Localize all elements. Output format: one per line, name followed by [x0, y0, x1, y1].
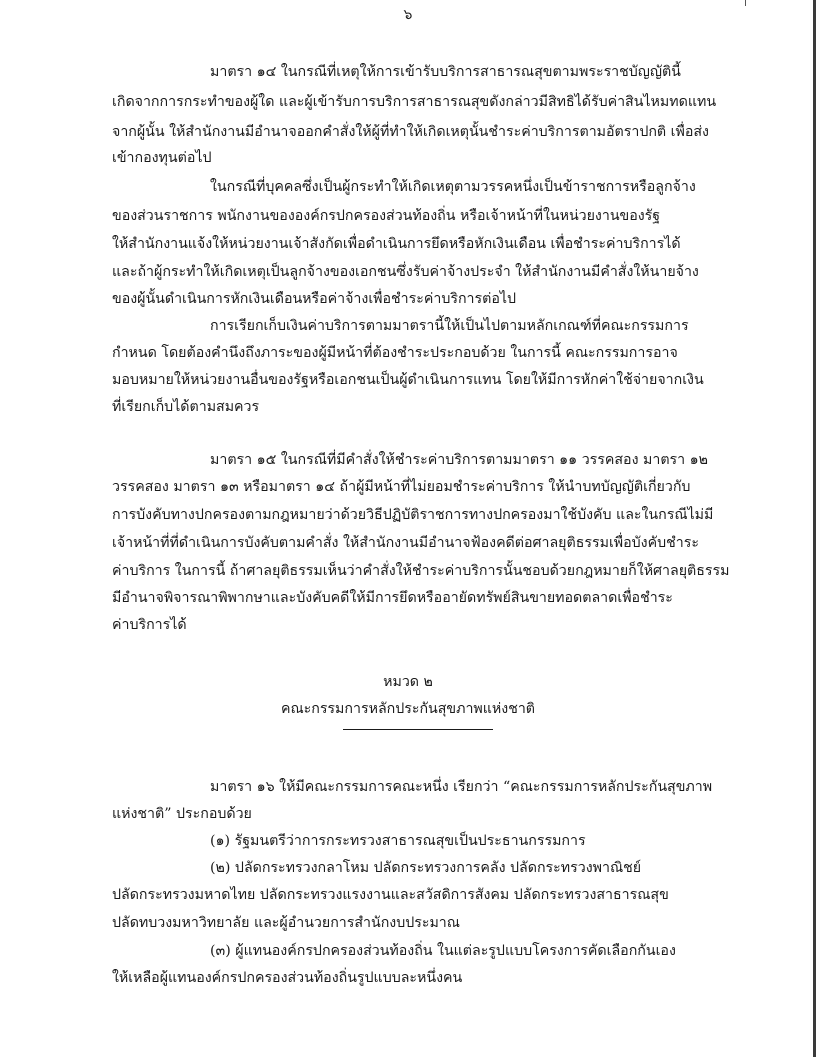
- sec14-p2-line-5: ของผู้นั้นดำเนินการหักเงินเดือนหรือค่าจ้างเพื่อชำระค่าบริการต่อไป: [112, 291, 517, 307]
- sec14-line-4: เข้ากองทุนต่อไป: [112, 150, 212, 166]
- sec16-item-2-cont-2: ปลัดทบวงมหาวิทยาลัย และผู้อำนวยการสำนักงบประมาณ: [112, 915, 460, 931]
- sec14-p3-line-4: ที่เรียกเก็บได้ตามสมควร: [112, 399, 260, 415]
- sec15-line-6: มีอำนาจพิจารณาพิพากษาและบังคับคดีให้มีการยึดหรืออายัดทรัพย์สินขายทอดตลาดเพื่อชำระ: [112, 590, 673, 606]
- sec14-p2-line-2: ของส่วนราชการ พนักงานขององค์กรปกครองส่วนท้องถิ่น หรือเจ้าหน้าที่ในหน่วยงานของรัฐ: [112, 208, 661, 224]
- sec14-p2-line-4: และถ้าผู้กระทำให้เกิดเหตุเป็นลูกจ้างของเอกชนซึ่งรับค่าจ้างประจำ ให้สำนักงานมีคำสั่งให้นายจ้าง: [112, 264, 699, 280]
- chapter-number: หมวด ๒: [383, 674, 433, 690]
- chapter-title: คณะกรรมการหลักประกันสุขภาพแห่งชาติ: [280, 701, 536, 717]
- sec15-line-7: ค่าบริการได้: [112, 617, 187, 633]
- sec14-line-3: จากผู้นั้น ให้สำนักงานมีอำนาจออกคำสั่งให้ผู้ที่ทำให้เกิดเหตุนั้นชำระค่าบริการตามอัตราปกติ เพื่อส่ง: [112, 124, 709, 140]
- sec15-line-4: เจ้าหน้าที่ที่ดำเนินการบังคับตามคำสั่ง ให้สำนักงานมีอำนาจฟ้องคดีต่อศาลยุติธรรมเพื่อบังคับชำระ: [112, 535, 699, 551]
- sec15-line-1: มาตรา ๑๕ ในกรณีที่มีคำสั่งให้ชำระค่าบริการตามมาตรา ๑๑ วรรคสอง มาตรา ๑๒: [210, 452, 708, 468]
- sec16-item-1: (๑) รัฐมนตรีว่าการกระทรวงสาธารณสุขเป็นประธานกรรมการ: [210, 833, 586, 849]
- sec14-p2-line-3: ให้สำนักงานแจ้งให้หน่วยงานเจ้าสังกัดเพื่อดำเนินการยึดหรือหักเงินเดือน เพื่อชำระค่าบริการได้: [112, 236, 681, 252]
- sec16-line-2: แห่งชาติ” ประกอบด้วย: [112, 806, 252, 822]
- sec16-item-2: (๒) ปลัดกระทรวงกลาโหม ปลัดกระทรวงการคลัง ปลัดกระทรวงพาณิชย์: [210, 860, 642, 876]
- sec16-item-3-cont: ให้เหลือผู้แทนองค์กรปกครองส่วนท้องถิ่นรูปแบบละหนึ่งคน: [112, 970, 463, 986]
- sec16-line-1: มาตรา ๑๖ ให้มีคณะกรรมการคณะหนึ่ง เรียกว่า “คณะกรรมการหลักประกันสุขภาพ: [210, 779, 713, 795]
- page-number: ๖: [403, 7, 413, 23]
- sec14-line-1: มาตรา ๑๔ ในกรณีที่เหตุให้การเข้ารับบริการสาธารณสุขตามพระราชบัญญัตินี้: [210, 64, 681, 80]
- sec15-line-3: การบังคับทางปกครองตามกฎหมายว่าด้วยวิธีปฏิบัติราชการทางปกครองมาใช้บังคับ และในกรณีไม่มี: [112, 507, 714, 523]
- sec14-p3-line-2: กำหนด โดยต้องคำนึงถึงภาระของผู้มีหน้าที่ต้องชำระประกอบด้วย ในการนี้ คณะกรรมการอาจ: [112, 345, 678, 361]
- sec15-line-2: วรรคสอง มาตรา ๑๓ หรือมาตรา ๑๔ ถ้าผู้มีหน้าที่ไม่ยอมชำระค่าบริการ ให้นำบทบัญญัติเกี่ยวกับ: [112, 479, 691, 495]
- sec14-p3-line-1: การเรียกเก็บเงินค่าบริการตามมาตรานี้ให้เป็นไปตามหลักเกณฑ์ที่คณะกรรมการ: [210, 318, 689, 334]
- sec16-item-3: (๓) ผู้แทนองค์กรปกครองส่วนท้องถิ่น ในแต่ละรูปแบบโครงการคัดเลือกกันเอง: [210, 943, 676, 959]
- sec14-p3-line-3: มอบหมายให้หน่วยงานอื่นของรัฐหรือเอกชนเป็นผู้ดำเนินการแทน โดยให้มีการหักค่าใช้จ่ายจากเงิน: [112, 372, 704, 388]
- sec14-line-2: เกิดจากการกระทำของผู้ใด และผู้เข้ารับการบริการสาธารณสุขดังกล่าวมีสิทธิได้รับค่าสินไหมทดแทน: [112, 94, 717, 110]
- chapter-divider: [343, 729, 493, 730]
- sec16-item-2-cont-1: ปลัดกระทรวงมหาดไทย ปลัดกระทรวงแรงงานและสวัสดิการสังคม ปลัดกระทรวงสาธารณสุข: [112, 887, 669, 903]
- sec14-p2-line-1: ในกรณีที่บุคคลซึ่งเป็นผู้กระทำให้เกิดเหตุตามวรรคหนึ่งเป็นข้าราชการหรือลูกจ้าง: [210, 179, 696, 195]
- sec15-line-5: ค่าบริการ ในการนี้ ถ้าศาลยุติธรรมเห็นว่าคำสั่งให้ชำระค่าบริการนั้นชอบด้วยกฎหมายก็ให้ศาลยุติธรรม: [112, 563, 730, 579]
